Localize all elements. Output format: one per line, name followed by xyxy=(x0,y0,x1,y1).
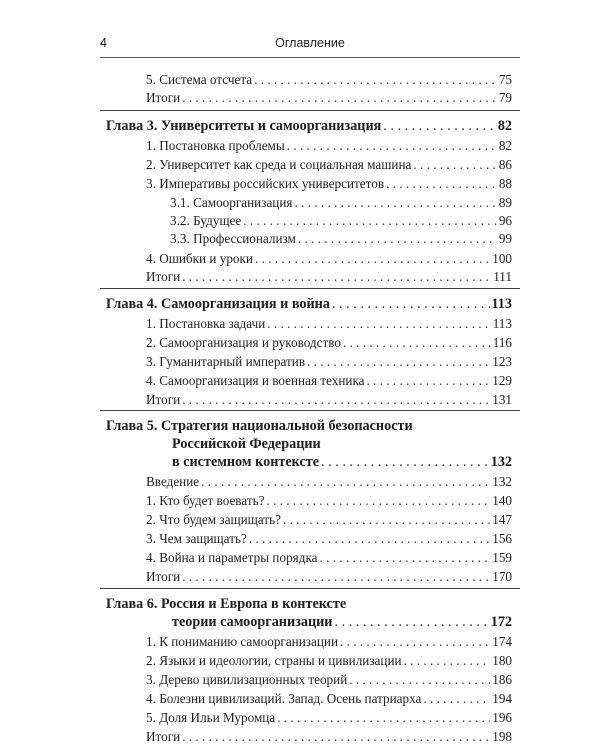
toc-entry[interactable]: Итоги . . . 198 xyxy=(146,729,512,745)
toc-entry[interactable]: 2. Самоорганизация и руководство . . . 116 xyxy=(146,335,512,351)
toc-entry[interactable]: Итоги . . . 111 xyxy=(146,269,512,285)
toc-entry[interactable]: 2. Что будем защищать? . . . 147 xyxy=(146,512,512,528)
toc-entry[interactable]: 4. Война и параметры порядка . . . 159 xyxy=(146,550,512,566)
chapter-5-heading-line2[interactable]: Российской Федерации xyxy=(172,436,321,452)
chapter-divider xyxy=(100,110,520,111)
toc-entry[interactable]: 3. Чем защищать? . . . 156 xyxy=(146,531,512,547)
toc-entry[interactable]: 3. Гуманитарный императив . . . 123 xyxy=(146,354,512,370)
toc-entry[interactable]: 5. Доля Ильи Муромца . . . 196 xyxy=(146,710,512,726)
chapter-divider xyxy=(100,410,520,411)
chapter-divider xyxy=(100,588,520,589)
toc-entry[interactable]: 2. Языки и идеологии, страны и цивилизации . . . 180 xyxy=(146,653,512,669)
toc-entry[interactable]: 4. Болезни цивилизаций. Запад. Осень патриарха . . . 194 xyxy=(146,691,512,707)
chapter-6-heading[interactable]: теории самоорганизации . . . 172 xyxy=(172,614,512,630)
toc-entry[interactable]: 1. Кто будет воевать? . . . 140 xyxy=(146,493,512,509)
chapter-5-heading[interactable]: в системном контексте . . . 132 xyxy=(172,454,512,470)
chapter-3-heading[interactable]: Глава 3. Университеты и самоорганизация . . . 82 xyxy=(106,118,512,134)
toc-entry[interactable]: Итоги . . . 79 xyxy=(146,90,512,106)
toc-entry[interactable]: 4. Ошибки и уроки . . . 100 xyxy=(146,251,512,267)
toc-entry[interactable]: Итоги . . . 131 xyxy=(146,392,512,408)
running-title: Оглавление xyxy=(275,36,345,50)
toc-entry[interactable]: 1. Постановка задачи . . . 113 xyxy=(146,316,512,332)
chapter-4-heading[interactable]: Глава 4. Самоорганизация и война . . . 113 xyxy=(106,296,512,312)
running-header xyxy=(100,36,520,56)
chapter-5-heading-line1[interactable]: Глава 5. Стратегия национальной безопасности xyxy=(106,418,413,434)
page-number: 4 xyxy=(100,36,107,50)
toc-subentry[interactable]: 3.3. Профессионализм . . . 99 xyxy=(170,231,512,247)
chapter-divider xyxy=(100,288,520,289)
toc-subentry[interactable]: 3.1. Самоорганизация . . . 89 xyxy=(170,195,512,211)
toc-entry[interactable]: 3. Дерево цивилизационных теорий . . . 186 xyxy=(146,672,512,688)
toc-subentry[interactable]: 3.2. Будущее . . . 96 xyxy=(170,213,512,229)
chapter-6-heading-line1[interactable]: Глава 6. Россия и Европа в контексте xyxy=(106,596,347,612)
toc-entry[interactable]: 4. Самоорганизация и военная техника . . . 129 xyxy=(146,373,512,389)
header-rule xyxy=(100,57,520,58)
toc-entry[interactable]: 3. Императивы российских университетов . . . 88 xyxy=(146,176,512,192)
toc-entry[interactable]: 1. К пониманию самоорганизации . . . 174 xyxy=(146,634,512,650)
toc-entry[interactable]: Введение . . . 132 xyxy=(146,474,512,490)
toc-entry[interactable]: 1. Постановка проблемы . . . 82 xyxy=(146,138,512,154)
toc-entry[interactable]: 5. Система отсчета . . . 75 xyxy=(146,72,512,88)
toc-entry[interactable]: Итоги . . . 170 xyxy=(146,569,512,585)
toc-entry[interactable]: 2. Университет как среда и социальная машина . . . 86 xyxy=(146,157,512,173)
